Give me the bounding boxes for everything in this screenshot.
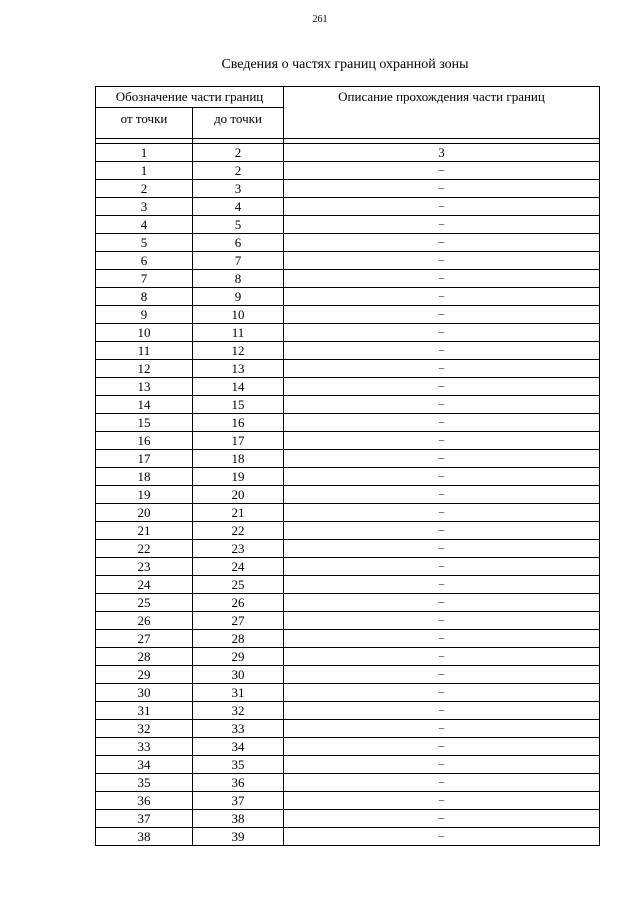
- table-row: [96, 432, 600, 450]
- cell-from-point: 36: [96, 792, 193, 810]
- header-boundary-part-designation: Обозначение части границ: [96, 87, 284, 108]
- cell-description: –: [284, 432, 600, 450]
- page-number: 261: [312, 14, 328, 25]
- table-row: [96, 630, 600, 648]
- cell-to-point: 28: [193, 630, 284, 648]
- table-row: [96, 378, 600, 396]
- cell-description: –: [284, 774, 600, 792]
- cell-to-point: 39: [193, 828, 284, 846]
- cell-description: –: [284, 216, 600, 234]
- cell-description: –: [284, 630, 600, 648]
- cell-to-point: 33: [193, 720, 284, 738]
- cell-from-point: 25: [96, 594, 193, 612]
- cell-description: –: [284, 396, 600, 414]
- table-row: [96, 198, 600, 216]
- cell-from-point: 7: [96, 270, 193, 288]
- table-row: [96, 162, 600, 180]
- table-row: [96, 774, 600, 792]
- cell-from-point: 12: [96, 360, 193, 378]
- cell-to-point: 31: [193, 684, 284, 702]
- cell-to-point: 32: [193, 702, 284, 720]
- cell-to-point: 24: [193, 558, 284, 576]
- cell-description: –: [284, 666, 600, 684]
- cell-description: –: [284, 468, 600, 486]
- cell-from-point: 16: [96, 432, 193, 450]
- cell-to-point: 16: [193, 414, 284, 432]
- cell-to-point: 22: [193, 522, 284, 540]
- cell-description: –: [284, 450, 600, 468]
- table-row: [96, 720, 600, 738]
- cell-description: –: [284, 306, 600, 324]
- cell-to-point: 26: [193, 594, 284, 612]
- cell-to-point: 19: [193, 468, 284, 486]
- cell-description: –: [284, 270, 600, 288]
- cell-to-point: 38: [193, 810, 284, 828]
- table-row: [96, 558, 600, 576]
- table-row: [96, 180, 600, 198]
- cell-to-point: 15: [193, 396, 284, 414]
- cell-description: –: [284, 324, 600, 342]
- cell-to-point: 21: [193, 504, 284, 522]
- cell-description: –: [284, 648, 600, 666]
- cell-to-point: 13: [193, 360, 284, 378]
- cell-description: –: [284, 612, 600, 630]
- cell-description: –: [284, 558, 600, 576]
- cell-from-point: 4: [96, 216, 193, 234]
- cell-to-point: 27: [193, 612, 284, 630]
- boundary-parts-table: [95, 86, 600, 846]
- table-row: [96, 144, 600, 162]
- cell-from-point: 23: [96, 558, 193, 576]
- table-row: [96, 576, 600, 594]
- cell-to-point: 37: [193, 792, 284, 810]
- cell-to-point: 12: [193, 342, 284, 360]
- cell-from-point: 8: [96, 288, 193, 306]
- cell-description: –: [284, 342, 600, 360]
- cell-to-point: 9: [193, 288, 284, 306]
- header-boundary-description: Описание прохождения части границ: [284, 87, 600, 139]
- cell-to-point: 3: [193, 180, 284, 198]
- header-from-point: от точки: [96, 108, 193, 139]
- table-row: [96, 810, 600, 828]
- cell-to-point: 25: [193, 576, 284, 594]
- table-row: [96, 522, 600, 540]
- cell-from-point: 38: [96, 828, 193, 846]
- cell-from-point: 1: [96, 162, 193, 180]
- table-body: [96, 139, 600, 846]
- header-to-point: до точки: [193, 108, 284, 139]
- table-row: [96, 324, 600, 342]
- document-title: Сведения о частях границ охранной зоны: [221, 57, 469, 72]
- cell-from-point: 5: [96, 234, 193, 252]
- table-row: [96, 414, 600, 432]
- cell-description: –: [284, 378, 600, 396]
- cell-description: 3: [284, 144, 600, 162]
- table-row: [96, 594, 600, 612]
- cell-description: –: [284, 234, 600, 252]
- cell-from-point: 17: [96, 450, 193, 468]
- table-row: [96, 288, 600, 306]
- table-row: [96, 252, 600, 270]
- cell-description: –: [284, 414, 600, 432]
- cell-from-point: 21: [96, 522, 193, 540]
- table-row: [96, 216, 600, 234]
- cell-description: –: [284, 702, 600, 720]
- cell-description: –: [284, 792, 600, 810]
- cell-description: –: [284, 684, 600, 702]
- cell-to-point: 11: [193, 324, 284, 342]
- cell-from-point: 29: [96, 666, 193, 684]
- table-row: [96, 504, 600, 522]
- cell-to-point: 35: [193, 756, 284, 774]
- cell-from-point: 19: [96, 486, 193, 504]
- table-row: [96, 540, 600, 558]
- table-row: [96, 342, 600, 360]
- cell-to-point: 30: [193, 666, 284, 684]
- cell-to-point: 5: [193, 216, 284, 234]
- cell-description: –: [284, 540, 600, 558]
- cell-to-point: 23: [193, 540, 284, 558]
- cell-to-point: 29: [193, 648, 284, 666]
- table-row: [96, 666, 600, 684]
- cell-description: –: [284, 522, 600, 540]
- table-row: [96, 756, 600, 774]
- cell-description: –: [284, 576, 600, 594]
- cell-description: –: [284, 594, 600, 612]
- cell-to-point: 6: [193, 234, 284, 252]
- cell-from-point: 1: [96, 144, 193, 162]
- table-row: [96, 234, 600, 252]
- table-row: [96, 828, 600, 846]
- cell-to-point: 18: [193, 450, 284, 468]
- table-row: [96, 648, 600, 666]
- cell-description: –: [284, 162, 600, 180]
- cell-description: –: [284, 828, 600, 846]
- cell-description: –: [284, 486, 600, 504]
- cell-from-point: 9: [96, 306, 193, 324]
- cell-from-point: 2: [96, 180, 193, 198]
- cell-from-point: 14: [96, 396, 193, 414]
- cell-to-point: 34: [193, 738, 284, 756]
- cell-from-point: 20: [96, 504, 193, 522]
- cell-from-point: 26: [96, 612, 193, 630]
- table-row: [96, 738, 600, 756]
- table-row: [96, 702, 600, 720]
- cell-from-point: 28: [96, 648, 193, 666]
- cell-from-point: 32: [96, 720, 193, 738]
- cell-from-point: 15: [96, 414, 193, 432]
- cell-from-point: 31: [96, 702, 193, 720]
- cell-from-point: 11: [96, 342, 193, 360]
- cell-from-point: 37: [96, 810, 193, 828]
- table-row: [96, 468, 600, 486]
- cell-description: –: [284, 756, 600, 774]
- cell-from-point: 34: [96, 756, 193, 774]
- cell-description: –: [284, 504, 600, 522]
- cell-to-point: 14: [193, 378, 284, 396]
- cell-description: –: [284, 252, 600, 270]
- cell-to-point: 8: [193, 270, 284, 288]
- cell-to-point: 4: [193, 198, 284, 216]
- cell-description: –: [284, 720, 600, 738]
- cell-from-point: 35: [96, 774, 193, 792]
- table-row: [96, 270, 600, 288]
- table-row: [96, 486, 600, 504]
- cell-description: –: [284, 288, 600, 306]
- cell-from-point: 24: [96, 576, 193, 594]
- cell-description: –: [284, 180, 600, 198]
- table-row: [96, 306, 600, 324]
- cell-from-point: 30: [96, 684, 193, 702]
- cell-description: –: [284, 738, 600, 756]
- cell-description: –: [284, 198, 600, 216]
- cell-from-point: 33: [96, 738, 193, 756]
- table-row: [96, 612, 600, 630]
- cell-from-point: 6: [96, 252, 193, 270]
- cell-to-point: 20: [193, 486, 284, 504]
- table-row: [96, 396, 600, 414]
- cell-from-point: 3: [96, 198, 193, 216]
- table-row: [96, 684, 600, 702]
- cell-from-point: 18: [96, 468, 193, 486]
- table-row: [96, 360, 600, 378]
- cell-from-point: 22: [96, 540, 193, 558]
- cell-description: –: [284, 360, 600, 378]
- table-row: [96, 792, 600, 810]
- cell-to-point: 2: [193, 144, 284, 162]
- cell-description: –: [284, 810, 600, 828]
- cell-to-point: 17: [193, 432, 284, 450]
- cell-from-point: 13: [96, 378, 193, 396]
- cell-to-point: 7: [193, 252, 284, 270]
- cell-to-point: 10: [193, 306, 284, 324]
- table-row: [96, 450, 600, 468]
- cell-to-point: 2: [193, 162, 284, 180]
- cell-from-point: 27: [96, 630, 193, 648]
- cell-to-point: 36: [193, 774, 284, 792]
- cell-from-point: 10: [96, 324, 193, 342]
- table-header: [96, 87, 600, 139]
